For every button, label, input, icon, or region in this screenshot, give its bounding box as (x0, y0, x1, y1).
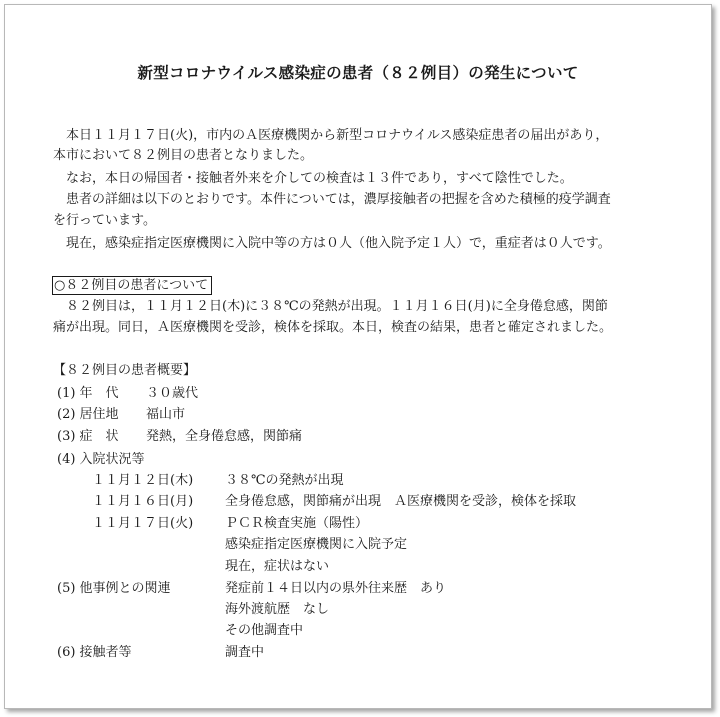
section-body-line-1: ８２例目は，１１月１２日(木)に３８℃の発熱が出現。１１月１６日(月)に全身倦怠感，関節 (66, 299, 608, 314)
admission-date-3: １１月１７日(火) (92, 516, 194, 531)
section-body-line-2: 痛が出現。同日，Ａ医療機関を受診，検体を採取。本日，検査の結果，患者と確定されました。 (53, 320, 613, 335)
intro-line-5: を行っています。 (53, 213, 156, 228)
overview-heading: 【８２例目の患者概要】 (53, 363, 197, 378)
intro-line-2: 本市において８２例目の患者となりました。 (53, 148, 314, 163)
intro-line-3: なお，本日の帰国者・接触者外来を介しての検査は１３件であり，すべて陰性でした。 (66, 171, 573, 186)
overview-residence-value: 福山市 (146, 407, 186, 422)
overview-symptoms-value: 発熱，全身倦怠感，関節痛 (146, 429, 303, 444)
admission-detail-3c: 現在，症状はない (225, 559, 330, 574)
relation-line-1: 発症前１４日以内の県外往来歴 あり (225, 581, 447, 596)
intro-line-6: 現在，感染症指定医療機関に入院中等の方は０人（他入院予定１人）で，重症者は０人です。 (66, 236, 611, 251)
admission-detail-2: 全身倦怠感，関節痛が出現 Ａ医療機関を受診，検体を採取 (225, 494, 577, 509)
admission-date-2: １１月１６日(月) (92, 494, 194, 509)
overview-contacts-label: (6) 接触者等 (57, 645, 132, 660)
overview-age-value: ３０歳代 (146, 386, 199, 401)
admission-detail-3b: 感染症指定医療機関に入院予定 (225, 537, 408, 552)
relation-line-3: その他調査中 (225, 623, 304, 638)
overview-age-label: (1) 年 代 (57, 386, 119, 401)
admission-date-1: １１月１２日(木) (92, 473, 194, 488)
relation-line-2: 海外渡航歴 なし (225, 602, 330, 617)
overview-residence-label: (2) 居住地 (57, 407, 119, 422)
section-heading: ○８２例目の患者について (52, 276, 212, 295)
document-title: 新型コロナウイルス感染症の患者（８２例目）の発生について (137, 64, 579, 82)
overview-admission-label: (4) 入院状況等 (57, 452, 145, 467)
admission-detail-3a: ＰＣＲ検査実施（陽性） (225, 516, 369, 531)
overview-contacts-value: 調査中 (225, 645, 265, 660)
admission-detail-1: ３８℃の発熱が出現 (225, 473, 344, 488)
intro-line-4: 患者の詳細は以下のとおりです。本件については，濃厚接触者の把握を含めた積極的疫学調査 (66, 192, 611, 207)
document-page (4, 4, 712, 709)
overview-relation-label: (5) 他事例との関連 (57, 581, 171, 596)
overview-symptoms-label: (3) 症 状 (57, 429, 119, 444)
intro-line-1: 本日１１月１７日(火)，市内のＡ医療機関から新型コロナウイルス感染症患者の届出があり， (66, 128, 609, 143)
